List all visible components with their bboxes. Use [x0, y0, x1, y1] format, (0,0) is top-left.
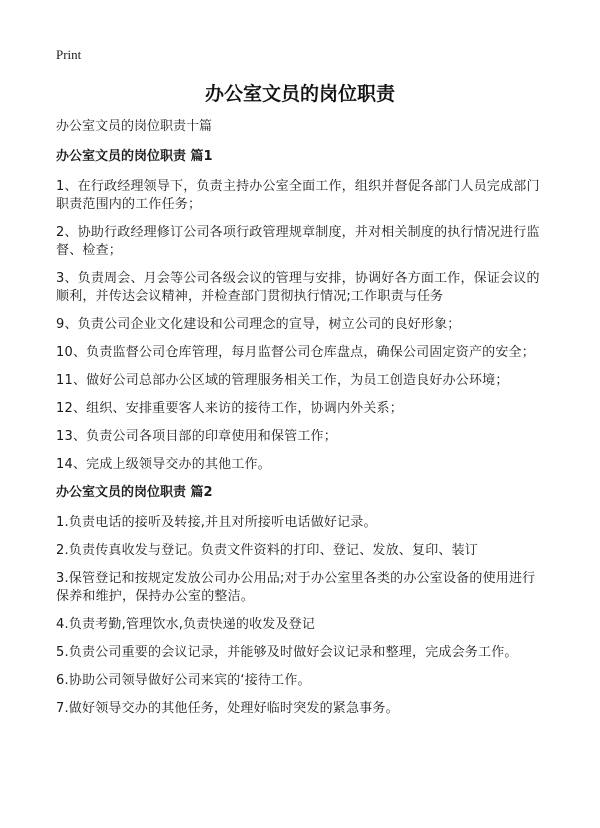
section-1	[56, 148, 546, 474]
list-item: 3、负责周会、月会等公司各级会议的管理与安排，协调好各方面工作，保证会议的顺利，并传达会议精神，并检查部门贯彻执行情况;工作职责与任务	[56, 271, 540, 304]
list-item: 5.负责公司重要的会议记录，并能够及时做好会议记录和整理，完成会务工作。	[56, 645, 518, 660]
list-item: 3.保管登记和按规定发放公司办公用品;对于办公室里各类的办公室设备的使用进行保养和维护，保持办公室的整洁。	[56, 571, 536, 604]
list-item: 2、协助行政经理修订公司各项行政管理规章制度，并对相关制度的执行情况进行监督、检查；	[56, 225, 540, 258]
list-item: 14、完成上级领导交办的其他工作。	[56, 457, 271, 472]
list-item: 13、负责公司各项目部的印章使用和保管工作；	[56, 429, 337, 444]
section-2	[56, 484, 546, 718]
page-title: 办公室文员的岗位职责	[204, 83, 395, 105]
list-item: 4.负责考勤,管理饮水,负责快递的收发及登记	[56, 617, 316, 632]
document-subtitle: 办公室文员的岗位职责十篇	[56, 119, 213, 134]
list-item: 10、负责监督公司仓库管理，每月监督公司仓库盘点，确保公司固定资产的安全；	[56, 345, 535, 360]
list-item: 6.协助公司领导做好公司来宾的‘接待工作。	[56, 673, 311, 688]
document-body	[56, 118, 546, 728]
list-item: 7.做好领导交办的其他任务，处理好临时突发的紧急事务。	[56, 701, 399, 716]
list-item: 12、组织、安排重要客人来访的接待工作，协调内外关系；	[56, 401, 403, 416]
list-item: 2.负责传真收发与登记。负责文件资料的打印、登记、发放、复印、装订	[56, 543, 479, 558]
list-item: 11、做好公司总部办公区域的管理服务相关工作，为员工创造良好办公环境；	[56, 373, 509, 388]
list-item: 1.负责电话的接听及转接,并且对所接听电话做好记录。	[56, 515, 377, 530]
section-heading: 办公室文员的岗位职责 篇2	[56, 485, 213, 500]
section-heading: 办公室文员的岗位职责 篇1	[56, 149, 213, 164]
print-link[interactable]: Print	[56, 47, 82, 62]
list-item: 9、负责公司企业文化建设和公司理念的宣导，树立公司的良好形象；	[56, 317, 461, 332]
list-item: 1、在行政经理领导下，负责主持办公室全面工作，组织并督促各部门人员完成部门职责范围内的工作任务；	[56, 179, 540, 212]
